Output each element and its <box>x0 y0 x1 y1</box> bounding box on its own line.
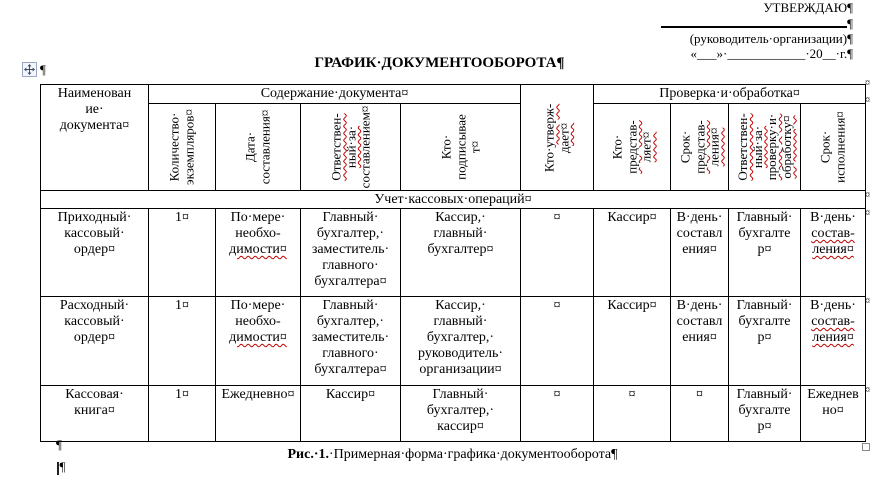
rotated-header-text <box>736 105 794 189</box>
cell-line <box>730 242 799 258</box>
cell-line <box>150 298 214 314</box>
misspelled-text: проверку·и· <box>763 113 779 181</box>
cell-text: Расходный· <box>59 298 130 313</box>
cell-text: 1¤ <box>175 298 189 313</box>
cell-text: Главный· <box>432 387 489 402</box>
cell-line <box>302 387 399 403</box>
misspelled-text: ляет¤ <box>638 131 654 163</box>
cell-text: ¤ <box>696 387 704 402</box>
cell-line <box>302 346 399 362</box>
cell-text: ие· <box>85 102 104 117</box>
cell-line <box>672 330 727 346</box>
document-title[interactable]: ГРАФИК·ДОКУМЕНТООБОРОТА¶ <box>314 55 565 71</box>
cell-line <box>42 86 147 102</box>
misspelled-text: ления¤ <box>812 242 854 257</box>
misspelled-text: Ответствен- <box>327 113 343 181</box>
cell-text: т¤ <box>466 140 482 154</box>
header-cell-presenter[interactable] <box>594 104 671 191</box>
cell-line <box>302 226 399 242</box>
cell-line <box>402 403 519 419</box>
cell-line <box>358 105 373 189</box>
approval-block[interactable] <box>661 0 853 61</box>
cell-line <box>402 330 519 346</box>
cell-text: бухгалтера¤ <box>314 362 387 377</box>
cell-rashodnyj-kassovyj-order-col10[interactable] <box>801 297 866 386</box>
cell-prihodnyj-kassovyj-order-col4[interactable] <box>301 209 401 297</box>
approval-line-date[interactable]: «___»·____________·20__·г.¶ <box>690 46 853 61</box>
cell-kassovaja-kniga-col4[interactable] <box>301 386 401 442</box>
cell-line <box>802 242 864 258</box>
cell-text: главный· <box>433 314 488 329</box>
cell-text: ¤ <box>553 387 561 402</box>
header-cell-check-group[interactable] <box>594 85 866 104</box>
cell-rashodnyj-kassovyj-order-col9[interactable] <box>729 297 801 386</box>
caption-label: Рис.·1. <box>287 447 330 462</box>
cell-line <box>402 419 519 435</box>
end-of-row-marker: ¤ <box>865 385 870 396</box>
cell-line <box>802 298 864 314</box>
rotated-header-text <box>610 105 654 189</box>
cell-line <box>595 387 669 403</box>
cell-text: Кассир¤ <box>325 387 376 402</box>
cell-line <box>692 105 707 189</box>
cell-line <box>672 226 727 242</box>
cell-line <box>557 87 572 189</box>
cell-text: заместитель· <box>311 330 390 345</box>
cell-line <box>217 330 299 346</box>
cell-text: Срок· <box>817 130 833 164</box>
header-cell-date[interactable] <box>216 104 301 191</box>
cell-kassovaja-kniga-col7[interactable] <box>594 386 671 442</box>
signature-underline <box>661 15 847 28</box>
cell-line <box>765 105 780 189</box>
cell-text: бухгалтера¤ <box>314 274 387 289</box>
cell-text: бухгалте <box>738 403 791 418</box>
cell-line <box>402 346 519 362</box>
table-row-prihodnyj-kassovyj-order <box>41 209 866 297</box>
cell-text: экземпляров¤ <box>181 109 196 185</box>
rotated-header-text <box>244 105 273 189</box>
cell-line <box>42 403 147 419</box>
cell-text: ¤ <box>553 298 561 313</box>
cell-rashodnyj-kassovyj-order-col2[interactable] <box>149 297 216 386</box>
cell-line <box>244 105 259 189</box>
rotated-header-text <box>678 105 722 189</box>
cell-line <box>42 102 147 118</box>
cell-text: Главный· <box>322 210 379 225</box>
cell-prihodnyj-kassovyj-order-col8[interactable] <box>671 209 729 297</box>
cell-line <box>468 105 483 189</box>
misspelled-text: представ- <box>623 120 639 174</box>
header-cell-signer[interactable] <box>401 104 521 191</box>
cell-line <box>522 210 592 226</box>
cell-prihodnyj-kassovyj-order-col2[interactable] <box>149 209 216 297</box>
cell-text: В·день· <box>810 298 856 313</box>
cell-line <box>672 314 727 330</box>
cell-line <box>402 298 519 314</box>
cell-line <box>402 387 519 403</box>
pilcrow-mark: ¶ <box>40 62 46 77</box>
cell-line <box>750 105 765 189</box>
end-of-row-marker: ¤ <box>865 296 870 307</box>
caption-text: ·Примерная·форма·графика·документооборота¶ <box>329 447 618 462</box>
cell-line <box>595 210 669 226</box>
cell-text: 1¤ <box>175 387 189 402</box>
misspelled-text: состав- <box>811 226 855 241</box>
misspelled-text: утверж- <box>541 103 557 148</box>
cell-text: руководитель· <box>418 346 503 361</box>
cell-text: ¤ <box>553 210 561 225</box>
cell-line <box>730 210 799 226</box>
cell-text: Ежедневно¤ <box>221 387 295 402</box>
cell-line <box>802 403 864 419</box>
cell-text: заместитель· <box>311 242 390 257</box>
cell-line <box>302 298 399 314</box>
cell-text: Кто· <box>437 134 453 160</box>
cell-line <box>730 330 799 346</box>
cell-line <box>730 314 799 330</box>
cell-text: Кассир¤ <box>607 210 657 225</box>
cell-text: Кто· <box>609 134 625 160</box>
cell-text: Главный· <box>736 387 793 402</box>
cell-line <box>610 105 625 189</box>
cell-prihodnyj-kassovyj-order-col10[interactable] <box>801 209 866 297</box>
cell-text: Наименован <box>57 86 132 101</box>
cell-line <box>522 387 592 403</box>
cell-line <box>730 419 799 435</box>
cell-rashodnyj-kassovyj-order-col6[interactable] <box>521 297 594 386</box>
cell-line <box>302 274 399 290</box>
misspelled-text: ления¤ <box>812 330 854 345</box>
cell-line <box>168 105 183 189</box>
cell-text: кассир¤ <box>437 419 484 434</box>
cell-text: р¤ <box>757 330 772 345</box>
cell-text: кассовый· <box>64 226 125 241</box>
cell-line <box>217 242 299 258</box>
cell-text: Количество· <box>166 112 182 182</box>
cell-text: р¤ <box>757 242 772 257</box>
move-arrows-icon <box>24 64 35 75</box>
cell-text: ения¤ <box>682 242 717 257</box>
misspelled-text: димости¤ <box>229 330 287 345</box>
cell-line <box>217 298 299 314</box>
rotated-header-text <box>439 105 483 189</box>
cell-kassovaja-kniga-col9[interactable] <box>729 386 801 442</box>
cell-line <box>802 210 864 226</box>
cell-kassovaja-kniga-col2[interactable] <box>149 386 216 442</box>
cell-line <box>819 105 834 189</box>
cell-text: главный· <box>433 226 488 241</box>
cell-line <box>150 210 214 226</box>
misspelled-text: ный·за· <box>342 125 358 169</box>
misspelled-text: димости¤ <box>229 242 287 257</box>
cell-text: Дата· <box>242 131 258 163</box>
rotated-header-text <box>543 87 572 189</box>
cell-text: В·день· <box>676 298 723 313</box>
rotated-header-text <box>819 105 848 189</box>
cell-rashodnyj-kassovyj-order-col1[interactable] <box>41 297 149 386</box>
cell-line <box>402 314 519 330</box>
cell-line <box>217 226 299 242</box>
cell-line <box>42 118 147 134</box>
cell-line <box>730 298 799 314</box>
table-row-rashodnyj-kassovyj-order <box>41 297 866 386</box>
cell-line <box>802 226 864 242</box>
cell-line <box>217 210 299 226</box>
cell-kassovaja-kniga-col6[interactable] <box>521 386 594 442</box>
cell-text: ения¤ <box>682 330 717 345</box>
cell-text: необхо- <box>235 226 281 241</box>
cell-line <box>707 105 722 189</box>
cell-kassovaja-kniga-col8[interactable] <box>671 386 729 442</box>
cell-line <box>42 192 864 208</box>
cell-prihodnyj-kassovyj-order-col7[interactable] <box>594 209 671 297</box>
cell-rashodnyj-kassovyj-order-col7[interactable] <box>594 297 671 386</box>
cell-text: но¤ <box>822 403 844 418</box>
cell-text: бухгалтер,· <box>316 314 385 329</box>
cell-text: Кассир¤ <box>607 298 657 313</box>
cell-line <box>802 387 864 403</box>
cell-line <box>672 210 727 226</box>
cell-text: книга¤ <box>74 403 115 418</box>
cell-line <box>453 105 468 189</box>
cell-text: бухгалтер,· <box>316 226 385 241</box>
header-cell-resp-check[interactable] <box>729 104 801 191</box>
cell-text: бухгалтер,· <box>426 403 495 418</box>
text-caret <box>57 462 59 475</box>
cell-line <box>217 314 299 330</box>
cell-text: бухгалте <box>738 314 791 329</box>
cell-rashodnyj-kassovyj-order-col5[interactable] <box>401 297 521 386</box>
cell-line <box>402 210 519 226</box>
cell-line <box>672 298 727 314</box>
cell-prihodnyj-kassovyj-order-col6[interactable] <box>521 209 594 297</box>
cell-line <box>625 105 640 189</box>
approval-line-approve[interactable]: УТВЕРЖДАЮ¶ <box>763 0 853 15</box>
cell-line <box>543 87 558 189</box>
cell-line <box>678 105 693 189</box>
rotated-header-text <box>329 105 373 189</box>
cell-line <box>302 330 399 346</box>
cell-line <box>672 387 727 403</box>
figure-caption[interactable] <box>40 447 865 463</box>
header-cell-exec-term[interactable] <box>801 104 866 191</box>
cell-line <box>302 314 399 330</box>
cell-text: По·мере· <box>230 210 286 225</box>
cell-text: Кассовая· <box>65 387 124 402</box>
cell-line <box>258 105 273 189</box>
header-cell-document-name[interactable] <box>41 85 149 191</box>
header-cell-approver[interactable] <box>521 85 594 191</box>
cell-text: кассовый· <box>64 314 125 329</box>
cell-line <box>802 330 864 346</box>
cell-text: бухгалте <box>738 226 791 241</box>
cell-line <box>217 387 299 403</box>
cell-prihodnyj-kassovyj-order-col9[interactable] <box>729 209 801 297</box>
end-of-row-marker: ¤ <box>865 190 870 201</box>
cell-text: В·день· <box>676 210 723 225</box>
header-cell-content-group[interactable] <box>149 85 521 104</box>
cell-line <box>302 210 399 226</box>
cell-text: подписывае <box>452 114 468 180</box>
table-move-handle[interactable] <box>22 62 37 77</box>
cell-text: Кассир,· <box>435 210 486 225</box>
cell-text: бухгалтер¤ <box>427 242 494 257</box>
cell-text: составлением¤ <box>356 105 372 189</box>
cell-line <box>402 362 519 378</box>
cell-text: исполнения¤ <box>832 111 848 183</box>
cell-line <box>730 403 799 419</box>
cell-text: Главный· <box>736 210 793 225</box>
cell-prihodnyj-kassovyj-order-col3[interactable] <box>216 209 301 297</box>
misspelled-text: Ответствен- <box>734 113 750 181</box>
cell-prihodnyj-kassovyj-order-col1[interactable] <box>41 209 149 297</box>
cell-line <box>42 298 147 314</box>
cell-line <box>639 105 654 189</box>
cell-line <box>595 298 669 314</box>
cell-text: Срок· <box>676 130 692 164</box>
cell-line <box>802 314 864 330</box>
cell-line <box>302 362 399 378</box>
cell-text: Главный· <box>322 298 379 313</box>
misspelled-text: ления¤ <box>705 127 721 167</box>
cell-line <box>150 86 519 102</box>
cell-line <box>439 105 454 189</box>
cell-text: необхо- <box>235 314 281 329</box>
cell-line <box>42 330 147 346</box>
cell-line <box>42 387 147 403</box>
cell-text: документа¤ <box>59 118 130 133</box>
cell-text: ордер¤ <box>73 330 116 345</box>
cell-line <box>42 210 147 226</box>
cell-line <box>343 105 358 189</box>
approval-line-role[interactable]: (руководитель·организации)¶ <box>689 31 853 46</box>
cell-line <box>42 226 147 242</box>
misspelled-text: ный·за· <box>749 125 765 169</box>
cell-text: организации¤ <box>419 362 502 377</box>
pilcrow-mark: ¶ <box>847 16 853 31</box>
approval-signature-line[interactable] <box>661 15 853 31</box>
cell-text: Учет·кассовых·операций¤ <box>374 192 532 207</box>
cell-text: составл <box>676 314 723 329</box>
cell-prihodnyj-kassovyj-order-col5[interactable] <box>401 209 521 297</box>
cell-kassovaja-kniga-col10[interactable] <box>801 386 866 442</box>
section-row-cash-operations[interactable] <box>41 191 866 209</box>
cell-line <box>42 314 147 330</box>
cell-text: Ежеднев <box>807 387 859 402</box>
cell-rashodnyj-kassovyj-order-col3[interactable] <box>216 297 301 386</box>
cell-text: ¤ <box>628 387 636 402</box>
cell-line <box>779 105 794 189</box>
cell-text: Приходный· <box>57 210 132 225</box>
cell-line <box>730 387 799 403</box>
cell-line <box>736 105 751 189</box>
header-cell-quantity[interactable] <box>149 104 216 191</box>
cell-line <box>595 86 864 102</box>
cell-line <box>150 387 214 403</box>
end-of-row-marker: ¤ <box>865 208 870 219</box>
cell-kassovaja-kniga-col3[interactable] <box>216 386 301 442</box>
cell-text: главного· <box>322 346 379 361</box>
cell-text: бухгалтер,· <box>426 330 495 345</box>
misspelled-text: состав- <box>811 314 855 329</box>
cell-kassovaja-kniga-col1[interactable] <box>41 386 149 442</box>
cell-line <box>42 242 147 258</box>
pilcrow-mark: ¶ <box>56 437 62 452</box>
cell-rashodnyj-kassovyj-order-col8[interactable] <box>671 297 729 386</box>
misspelled-text: обработку¤ <box>778 115 794 179</box>
cell-line <box>402 226 519 242</box>
cell-text: составления¤ <box>257 109 272 185</box>
cell-text: Проверка·и·обработка¤ <box>659 86 800 101</box>
header-cell-resp-compile[interactable] <box>301 104 401 191</box>
misspelled-text: дает¤ <box>556 122 572 153</box>
cell-text: Главный· <box>736 298 793 313</box>
cell-text: составл <box>676 226 723 241</box>
cell-text: В·день· <box>810 210 856 225</box>
header-cell-submit-term[interactable] <box>671 104 729 191</box>
misspelled-text: представ- <box>691 120 707 174</box>
cell-rashodnyj-kassovyj-order-col4[interactable] <box>301 297 401 386</box>
cell-line <box>302 242 399 258</box>
cell-text: По·мере· <box>230 298 286 313</box>
cell-text: р¤ <box>757 419 772 434</box>
cell-kassovaja-kniga-col5[interactable] <box>401 386 521 442</box>
cell-text: ордер¤ <box>73 242 116 257</box>
document-flow-table <box>40 84 866 442</box>
cell-text: главного· <box>322 258 379 273</box>
cell-line <box>730 226 799 242</box>
cell-line <box>182 105 197 189</box>
cell-line <box>522 298 592 314</box>
end-of-row-marker: ¤ <box>865 78 870 89</box>
cell-text: Содержание·документа¤ <box>260 86 409 101</box>
cell-text: Кассир,· <box>435 298 486 313</box>
cell-text: Кто· <box>541 147 557 172</box>
cell-line <box>402 242 519 258</box>
cell-text: 1¤ <box>175 210 189 225</box>
pilcrow-mark: ¶ <box>59 459 66 474</box>
cell-line <box>302 258 399 274</box>
rotated-header-text <box>168 105 197 189</box>
table-row-kassovaja-kniga <box>41 386 866 442</box>
cell-line <box>329 105 344 189</box>
end-of-row-marker: ¤ <box>865 95 870 106</box>
cell-line <box>672 242 727 258</box>
cell-line <box>833 105 848 189</box>
